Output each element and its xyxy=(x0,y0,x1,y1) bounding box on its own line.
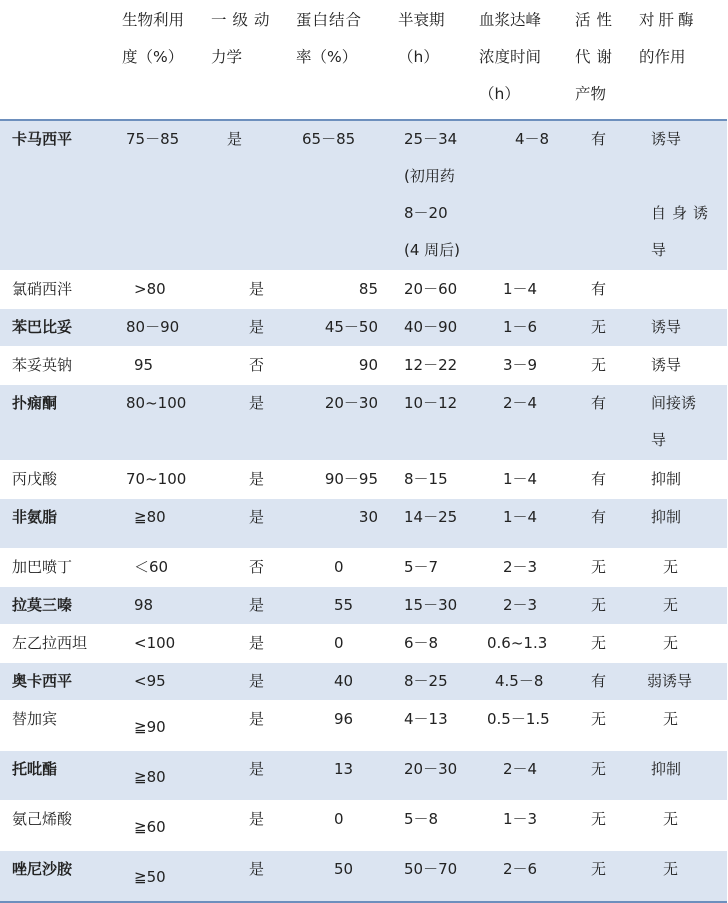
drug-name: 氯硝西泮 xyxy=(12,279,73,298)
first-order-value: 是 xyxy=(249,759,265,778)
liver-enzyme-line: 无 xyxy=(663,809,679,828)
active-metabolite-cell xyxy=(571,384,639,460)
header-bioavailability: 生物利用 度（%） xyxy=(116,0,207,120)
active-metabolite-value: 有 xyxy=(591,279,607,298)
bioavailability-cell xyxy=(116,750,207,800)
first-order-cell xyxy=(207,662,292,700)
bioavailability-value: ≧80 xyxy=(134,767,166,786)
half-life-line: 25－34 xyxy=(404,130,458,148)
bioavailability-cell xyxy=(116,700,207,750)
protein-binding-cell xyxy=(292,346,392,384)
peak-time-value: 2－3 xyxy=(503,595,538,614)
half-life-line: 5－8 xyxy=(404,809,439,828)
table-row xyxy=(0,120,727,270)
liver-enzyme-cell xyxy=(639,624,727,662)
drug-name-cell xyxy=(0,750,116,800)
active-metabolite-value: 无 xyxy=(591,709,607,728)
drug-name-cell xyxy=(0,800,116,850)
bioavailability-cell xyxy=(116,662,207,700)
half-life-cell xyxy=(392,308,479,346)
drug-name: 苯妥英钠 xyxy=(12,355,73,374)
half-life-line: (4 周后) xyxy=(404,241,461,259)
header-active-metabolite: 活性 代谢 产物 xyxy=(571,0,639,120)
half-life-cell xyxy=(392,624,479,662)
half-life-line: 12－22 xyxy=(404,355,458,374)
first-order-cell xyxy=(207,270,292,308)
protein-binding-value: 0 xyxy=(334,557,344,576)
liver-enzyme-line: 抑制 xyxy=(651,469,682,488)
half-life-line: (初用药 xyxy=(404,167,455,185)
bioavailability-cell xyxy=(116,346,207,384)
bioavailability-cell xyxy=(116,624,207,662)
first-order-value: 是 xyxy=(249,595,265,614)
active-metabolite-cell xyxy=(571,270,639,308)
first-order-value: 是 xyxy=(249,709,265,728)
peak-time-value: 2－6 xyxy=(503,859,538,878)
first-order-value: 是 xyxy=(249,809,265,828)
table-row xyxy=(0,548,727,586)
table-row xyxy=(0,460,727,498)
protein-binding-cell xyxy=(292,586,392,624)
drug-name: 丙戊酸 xyxy=(12,469,58,488)
liver-enzyme-line xyxy=(651,158,727,195)
drug-name: 扑痫酮 xyxy=(12,393,58,412)
liver-enzyme-cell xyxy=(639,850,727,902)
first-order-value: 是 xyxy=(249,507,265,526)
bioavailability-value: ≧80 xyxy=(134,507,166,526)
active-metabolite-value: 无 xyxy=(591,355,607,374)
liver-enzyme-line: 无 xyxy=(663,633,679,652)
bioavailability-value: ≧60 xyxy=(134,817,166,836)
half-life-line: 8－25 xyxy=(404,671,448,690)
active-metabolite-value: 无 xyxy=(591,633,607,652)
liver-enzyme-line: 无 xyxy=(663,557,679,576)
protein-binding-cell xyxy=(292,308,392,346)
protein-binding-value: 20－30 xyxy=(324,393,378,412)
header-protein-binding: 蛋白结合 率（%） xyxy=(292,0,392,120)
bioavailability-cell xyxy=(116,460,207,498)
liver-enzyme-line xyxy=(651,271,727,308)
protein-binding-value: 65－85 xyxy=(302,130,356,148)
protein-binding-cell xyxy=(292,120,392,270)
half-life-cell xyxy=(392,700,479,750)
peak-time-cell xyxy=(479,700,571,750)
protein-binding-cell xyxy=(292,498,392,548)
protein-binding-cell xyxy=(292,700,392,750)
table-header-row xyxy=(0,0,727,120)
peak-time-cell xyxy=(479,548,571,586)
active-metabolite-value: 无 xyxy=(591,809,607,828)
first-order-cell xyxy=(207,384,292,460)
liver-enzyme-line: 弱诱导 xyxy=(647,671,693,690)
first-order-value: 是 xyxy=(249,671,265,690)
table-row xyxy=(0,700,727,750)
liver-enzyme-cell xyxy=(639,460,727,498)
drug-name: 左乙拉西坦 xyxy=(12,633,88,652)
table-row xyxy=(0,750,727,800)
table-row xyxy=(0,498,727,548)
bioavailability-cell xyxy=(116,548,207,586)
table-row xyxy=(0,662,727,700)
liver-enzyme-line: 无 xyxy=(663,709,679,728)
first-order-value: 否 xyxy=(249,557,265,576)
liver-enzyme-cell xyxy=(639,498,727,548)
bioavailability-cell xyxy=(116,120,207,270)
half-life-cell xyxy=(392,498,479,548)
liver-enzyme-cell xyxy=(639,308,727,346)
drug-name: 拉莫三嗪 xyxy=(12,595,73,614)
table-row xyxy=(0,800,727,850)
first-order-value: 是 xyxy=(249,317,265,336)
liver-enzyme-cell xyxy=(639,384,727,460)
bioavailability-cell xyxy=(116,586,207,624)
peak-time-cell xyxy=(479,624,571,662)
active-metabolite-value: 有 xyxy=(591,507,607,526)
peak-time-cell xyxy=(479,662,571,700)
table-row xyxy=(0,270,727,308)
protein-binding-cell xyxy=(292,750,392,800)
active-metabolite-cell xyxy=(571,308,639,346)
drug-name: 托吡酯 xyxy=(12,759,58,778)
bioavailability-cell xyxy=(116,384,207,460)
active-metabolite-value: 无 xyxy=(591,859,607,878)
liver-enzyme-line: 诱导 xyxy=(651,317,682,336)
bioavailability-cell xyxy=(116,270,207,308)
active-metabolite-cell xyxy=(571,120,639,270)
peak-time-value: 1－4 xyxy=(503,507,538,526)
drug-name-cell xyxy=(0,346,116,384)
liver-enzyme-line: 无 xyxy=(663,595,679,614)
liver-enzyme-cell xyxy=(639,120,727,270)
drug-name: 奥卡西平 xyxy=(12,671,73,690)
liver-enzyme-line: 导 xyxy=(651,430,667,449)
protein-binding-cell xyxy=(292,384,392,460)
bioavailability-value: >80 xyxy=(134,279,166,298)
bioavailability-value: 75－85 xyxy=(126,130,180,148)
half-life-cell xyxy=(392,548,479,586)
first-order-cell xyxy=(207,624,292,662)
first-order-value: 是 xyxy=(227,130,243,148)
bioavailability-cell xyxy=(116,800,207,850)
liver-enzyme-cell xyxy=(639,662,727,700)
drug-name: 卡马西平 xyxy=(12,130,73,148)
header-half-life: 半衰期 （h） xyxy=(392,0,479,120)
drug-name-cell xyxy=(0,586,116,624)
drug-name: 苯巴比妥 xyxy=(12,317,73,336)
liver-enzyme-cell xyxy=(639,750,727,800)
peak-time-value: 2－4 xyxy=(503,759,538,778)
first-order-value: 是 xyxy=(249,859,265,878)
liver-enzyme-cell xyxy=(639,800,727,850)
half-life-line: 8－20 xyxy=(404,204,448,222)
peak-time-value: 2－3 xyxy=(503,557,538,576)
half-life-cell xyxy=(392,270,479,308)
first-order-cell xyxy=(207,700,292,750)
liver-enzyme-line: 导 xyxy=(651,241,667,259)
bioavailability-cell xyxy=(116,498,207,548)
first-order-value: 是 xyxy=(249,279,265,298)
protein-binding-cell xyxy=(292,850,392,902)
header-peak-time: 血浆达峰 浓度时间 （h） xyxy=(479,0,571,120)
protein-binding-cell xyxy=(292,270,392,308)
protein-binding-value: 45－50 xyxy=(324,317,378,336)
half-life-line: 20－60 xyxy=(404,279,458,298)
table-body xyxy=(0,120,727,902)
protein-binding-cell xyxy=(292,624,392,662)
table-row xyxy=(0,308,727,346)
active-metabolite-value: 有 xyxy=(591,393,607,412)
protein-binding-value: 50 xyxy=(334,859,354,878)
peak-time-cell xyxy=(479,586,571,624)
active-metabolite-cell xyxy=(571,586,639,624)
half-life-cell xyxy=(392,384,479,460)
protein-binding-cell xyxy=(292,800,392,850)
half-life-cell xyxy=(392,460,479,498)
protein-binding-cell xyxy=(292,460,392,498)
protein-binding-value: 0 xyxy=(334,633,344,652)
table-row xyxy=(0,384,727,460)
first-order-cell xyxy=(207,586,292,624)
peak-time-value: 2－4 xyxy=(503,393,538,412)
half-life-line: 20－30 xyxy=(404,759,458,778)
bioavailability-value: ≧50 xyxy=(134,867,166,886)
peak-time-cell xyxy=(479,800,571,850)
half-life-line: 4－13 xyxy=(404,709,448,728)
half-life-line: 5－7 xyxy=(404,557,439,576)
drug-name: 唑尼沙胺 xyxy=(12,859,73,878)
protein-binding-value: 96 xyxy=(334,709,354,728)
peak-time-cell xyxy=(479,498,571,548)
first-order-cell xyxy=(207,120,292,270)
protein-binding-value: 90－95 xyxy=(324,469,378,488)
header-drug-name xyxy=(0,0,116,120)
peak-time-cell xyxy=(479,850,571,902)
first-order-cell xyxy=(207,548,292,586)
liver-enzyme-cell xyxy=(639,270,727,308)
peak-time-value: 1－4 xyxy=(503,279,538,298)
drug-name: 加巴喷丁 xyxy=(12,557,73,576)
bioavailability-value: 80~100 xyxy=(126,393,187,412)
drug-name-cell xyxy=(0,700,116,750)
first-order-cell xyxy=(207,346,292,384)
half-life-cell xyxy=(392,850,479,902)
first-order-cell xyxy=(207,800,292,850)
drug-name: 氨己烯酸 xyxy=(12,809,73,828)
half-life-line: 8－15 xyxy=(404,469,448,488)
first-order-value: 是 xyxy=(249,633,265,652)
active-metabolite-cell xyxy=(571,498,639,548)
bioavailability-value: 95 xyxy=(134,355,154,374)
drug-name-cell xyxy=(0,270,116,308)
active-metabolite-value: 无 xyxy=(591,595,607,614)
first-order-cell xyxy=(207,308,292,346)
active-metabolite-value: 无 xyxy=(591,557,607,576)
peak-time-cell xyxy=(479,384,571,460)
bioavailability-value: ≧90 xyxy=(134,717,166,736)
bioavailability-value: ＜60 xyxy=(134,557,169,576)
header-first-order-kinetics: 一级动 力学 xyxy=(207,0,292,120)
drug-name-cell xyxy=(0,548,116,586)
protein-binding-value: 55 xyxy=(334,595,354,614)
peak-time-cell xyxy=(479,346,571,384)
liver-enzyme-cell xyxy=(639,700,727,750)
half-life-cell xyxy=(392,750,479,800)
protein-binding-value: 40 xyxy=(334,671,354,690)
protein-binding-value: 13 xyxy=(334,759,354,778)
protein-binding-value: 90 xyxy=(358,355,378,374)
active-metabolite-cell xyxy=(571,460,639,498)
peak-time-cell xyxy=(479,460,571,498)
drug-name-cell xyxy=(0,624,116,662)
first-order-cell xyxy=(207,460,292,498)
drug-name-cell xyxy=(0,498,116,548)
bioavailability-value: <95 xyxy=(134,671,166,690)
drug-name-cell xyxy=(0,662,116,700)
liver-enzyme-cell xyxy=(639,586,727,624)
peak-time-cell xyxy=(479,308,571,346)
peak-time-cell xyxy=(479,270,571,308)
drug-name: 替加宾 xyxy=(12,709,58,728)
bioavailability-value: <100 xyxy=(134,633,176,652)
half-life-cell xyxy=(392,662,479,700)
protein-binding-value: 0 xyxy=(334,809,344,828)
protein-binding-cell xyxy=(292,548,392,586)
protein-binding-value: 85 xyxy=(358,279,378,298)
drug-name: 非氨脂 xyxy=(12,507,58,526)
half-life-line: 10－12 xyxy=(404,393,458,412)
liver-enzyme-line: 间接诱 xyxy=(651,393,697,412)
drug-name-cell xyxy=(0,120,116,270)
table-row xyxy=(0,850,727,902)
active-metabolite-cell xyxy=(571,662,639,700)
peak-time-value: 4－8 xyxy=(515,130,550,148)
liver-enzyme-line: 诱导 xyxy=(651,130,682,148)
table-row xyxy=(0,586,727,624)
half-life-line: 40－90 xyxy=(404,317,458,336)
first-order-cell xyxy=(207,498,292,548)
peak-time-value: 0.5－1.5 xyxy=(487,709,550,728)
bioavailability-cell xyxy=(116,308,207,346)
half-life-cell xyxy=(392,800,479,850)
active-metabolite-cell xyxy=(571,548,639,586)
peak-time-value: 1－3 xyxy=(503,809,538,828)
drug-name-cell xyxy=(0,460,116,498)
peak-time-value: 3－9 xyxy=(503,355,538,374)
liver-enzyme-line: 自身诱 xyxy=(651,204,715,222)
peak-time-value: 1－4 xyxy=(503,469,538,488)
half-life-cell xyxy=(392,346,479,384)
half-life-cell xyxy=(392,586,479,624)
drug-name-cell xyxy=(0,308,116,346)
active-metabolite-value: 有 xyxy=(591,469,607,488)
table-row xyxy=(0,624,727,662)
liver-enzyme-line: 抑制 xyxy=(651,507,682,526)
active-metabolite-cell xyxy=(571,800,639,850)
liver-enzyme-cell xyxy=(639,346,727,384)
peak-time-cell xyxy=(479,750,571,800)
protein-binding-value: 30 xyxy=(358,507,378,526)
liver-enzyme-line: 无 xyxy=(663,859,679,878)
protein-binding-cell xyxy=(292,662,392,700)
first-order-cell xyxy=(207,850,292,902)
header-liver-enzyme-effect: 对肝酶 的作用 xyxy=(639,0,727,120)
active-metabolite-cell xyxy=(571,624,639,662)
active-metabolite-value: 有 xyxy=(591,671,607,690)
bioavailability-value: 70~100 xyxy=(126,469,187,488)
drug-name-cell xyxy=(0,384,116,460)
table-row xyxy=(0,346,727,384)
bioavailability-value: 98 xyxy=(134,595,154,614)
half-life-line: 14－25 xyxy=(404,507,458,526)
first-order-value: 是 xyxy=(249,469,265,488)
half-life-line: 50－70 xyxy=(404,859,458,878)
peak-time-value: 1－6 xyxy=(503,317,538,336)
active-metabolite-cell xyxy=(571,700,639,750)
peak-time-cell xyxy=(479,120,571,270)
first-order-value: 否 xyxy=(249,355,265,374)
peak-time-value: 4.5－8 xyxy=(495,671,544,690)
bioavailability-cell xyxy=(116,850,207,902)
liver-enzyme-line: 抑制 xyxy=(651,759,682,778)
active-metabolite-value: 无 xyxy=(591,317,607,336)
active-metabolite-value: 有 xyxy=(591,130,607,148)
half-life-cell xyxy=(392,120,479,270)
active-metabolite-cell xyxy=(571,850,639,902)
first-order-value: 是 xyxy=(249,393,265,412)
half-life-line: 15－30 xyxy=(404,595,458,614)
peak-time-value: 0.6~1.3 xyxy=(487,633,548,652)
first-order-cell xyxy=(207,750,292,800)
liver-enzyme-line: 诱导 xyxy=(651,355,682,374)
active-metabolite-cell xyxy=(571,750,639,800)
drug-name-cell xyxy=(0,850,116,902)
liver-enzyme-cell xyxy=(639,548,727,586)
active-metabolite-value: 无 xyxy=(591,759,607,778)
half-life-line: 6－8 xyxy=(404,633,439,652)
bioavailability-value: 80－90 xyxy=(126,317,180,336)
active-metabolite-cell xyxy=(571,346,639,384)
